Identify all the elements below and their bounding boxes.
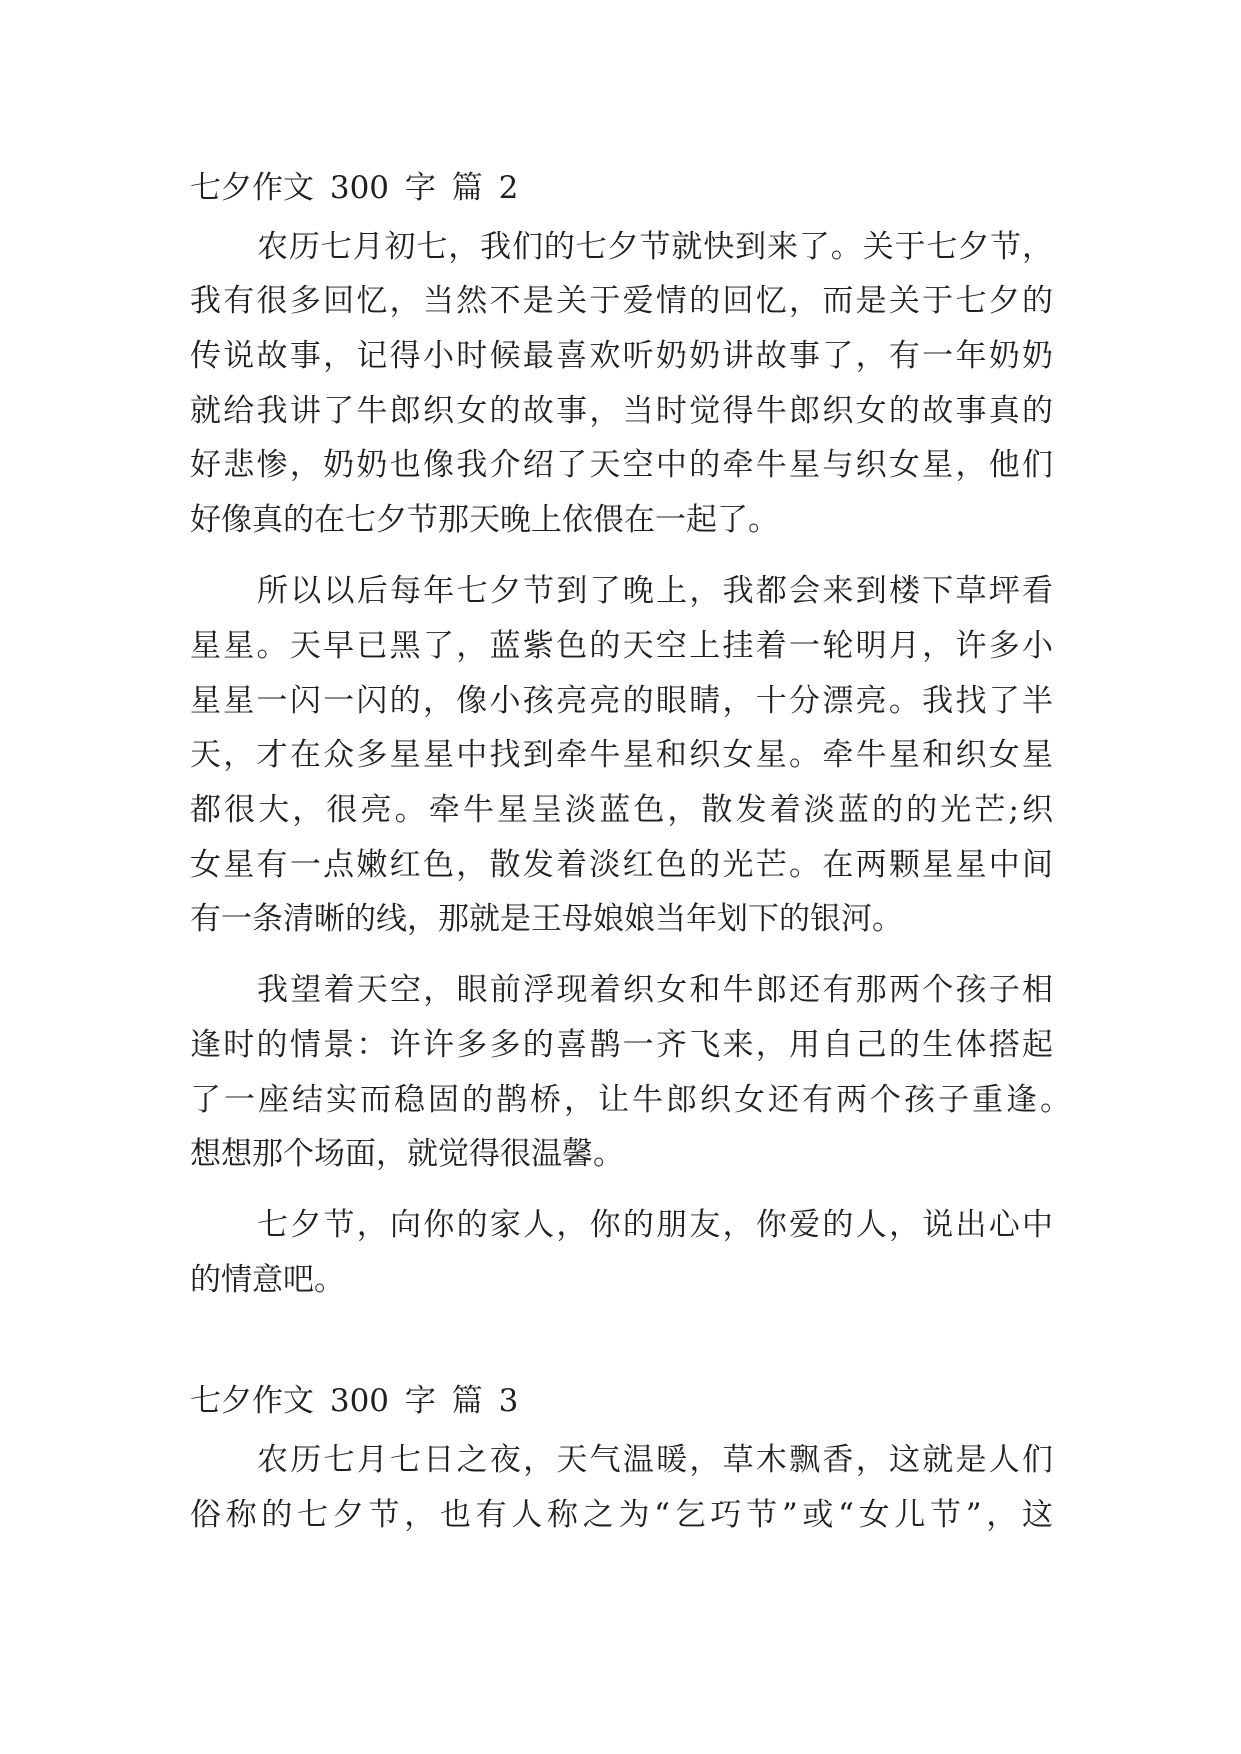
paragraph-line: 了一座结实而稳固的鹊桥，让牛郎织女还有两个孩子重逢。: [190, 1082, 1071, 1118]
paragraph-line: 农历七月初七，我们的七夕节就快到来了。关于七夕节，: [257, 229, 1053, 265]
paragraph-line: 好悲惨，奶奶也像我介绍了天空中的牵牛星与织女星，他们: [190, 447, 1053, 483]
paragraph-line: 星星。天早已黑了，蓝紫色的天空上挂着一轮明月，许多小: [190, 628, 1053, 664]
paragraph-line: 传说故事，记得小时候最喜欢听奶奶讲故事了，有一年奶奶: [190, 338, 1053, 374]
section-title: 七夕作文 300 字 篇 2: [190, 170, 519, 206]
paragraph-line: 就给我讲了牛郎织女的故事，当时觉得牛郎织女的故事真的: [190, 393, 1053, 429]
paragraph-line: 想想那个场面，就觉得很温馨。: [190, 1136, 624, 1172]
paragraph-line: 女星有一点嫩红色，散发着淡红色的光芒。在两颗星星中间: [190, 847, 1053, 883]
paragraph-line: 所以以后每年七夕节到了晚上，我都会来到楼下草坪看: [257, 573, 1053, 609]
paragraph-line: 有一条清晰的线，那就是王母娘娘当年划下的银河。: [190, 901, 903, 937]
section-title: 七夕作文 300 字 篇 3: [190, 1383, 519, 1419]
paragraph-line: 俗称的七夕节，也有人称之为“乞巧节”或“女儿节”，这: [190, 1497, 1053, 1533]
paragraph-line: 七夕节，向你的家人，你的朋友，你爱的人，说出心中: [257, 1207, 1053, 1243]
paragraph-line: 好像真的在七夕节那天晚上依偎在一起了。: [190, 502, 779, 538]
paragraph-line: 农历七月七日之夜，天气温暖，草木飘香，这就是人们: [257, 1442, 1053, 1478]
paragraph-line: 我望着天空，眼前浮现着织女和牛郎还有那两个孩子相: [257, 972, 1053, 1008]
paragraph-line: 天，才在众多星星中找到牵牛星和织女星。牵牛星和织女星: [190, 737, 1053, 773]
paragraph-line: 逢时的情景：许许多多的喜鹊一齐飞来，用自己的生体搭起: [190, 1027, 1053, 1063]
paragraph-line: 的情意吧。: [190, 1262, 345, 1298]
paragraph-line: 我有很多回忆，当然不是关于爱情的回忆，而是关于七夕的: [190, 283, 1053, 319]
paragraph-line: 都很大，很亮。牵牛星呈淡蓝色，散发着淡蓝的的光芒;织: [190, 792, 1053, 828]
paragraph-line: 星星一闪一闪的，像小孩亮亮的眼睛，十分漂亮。我找了半: [190, 683, 1053, 719]
